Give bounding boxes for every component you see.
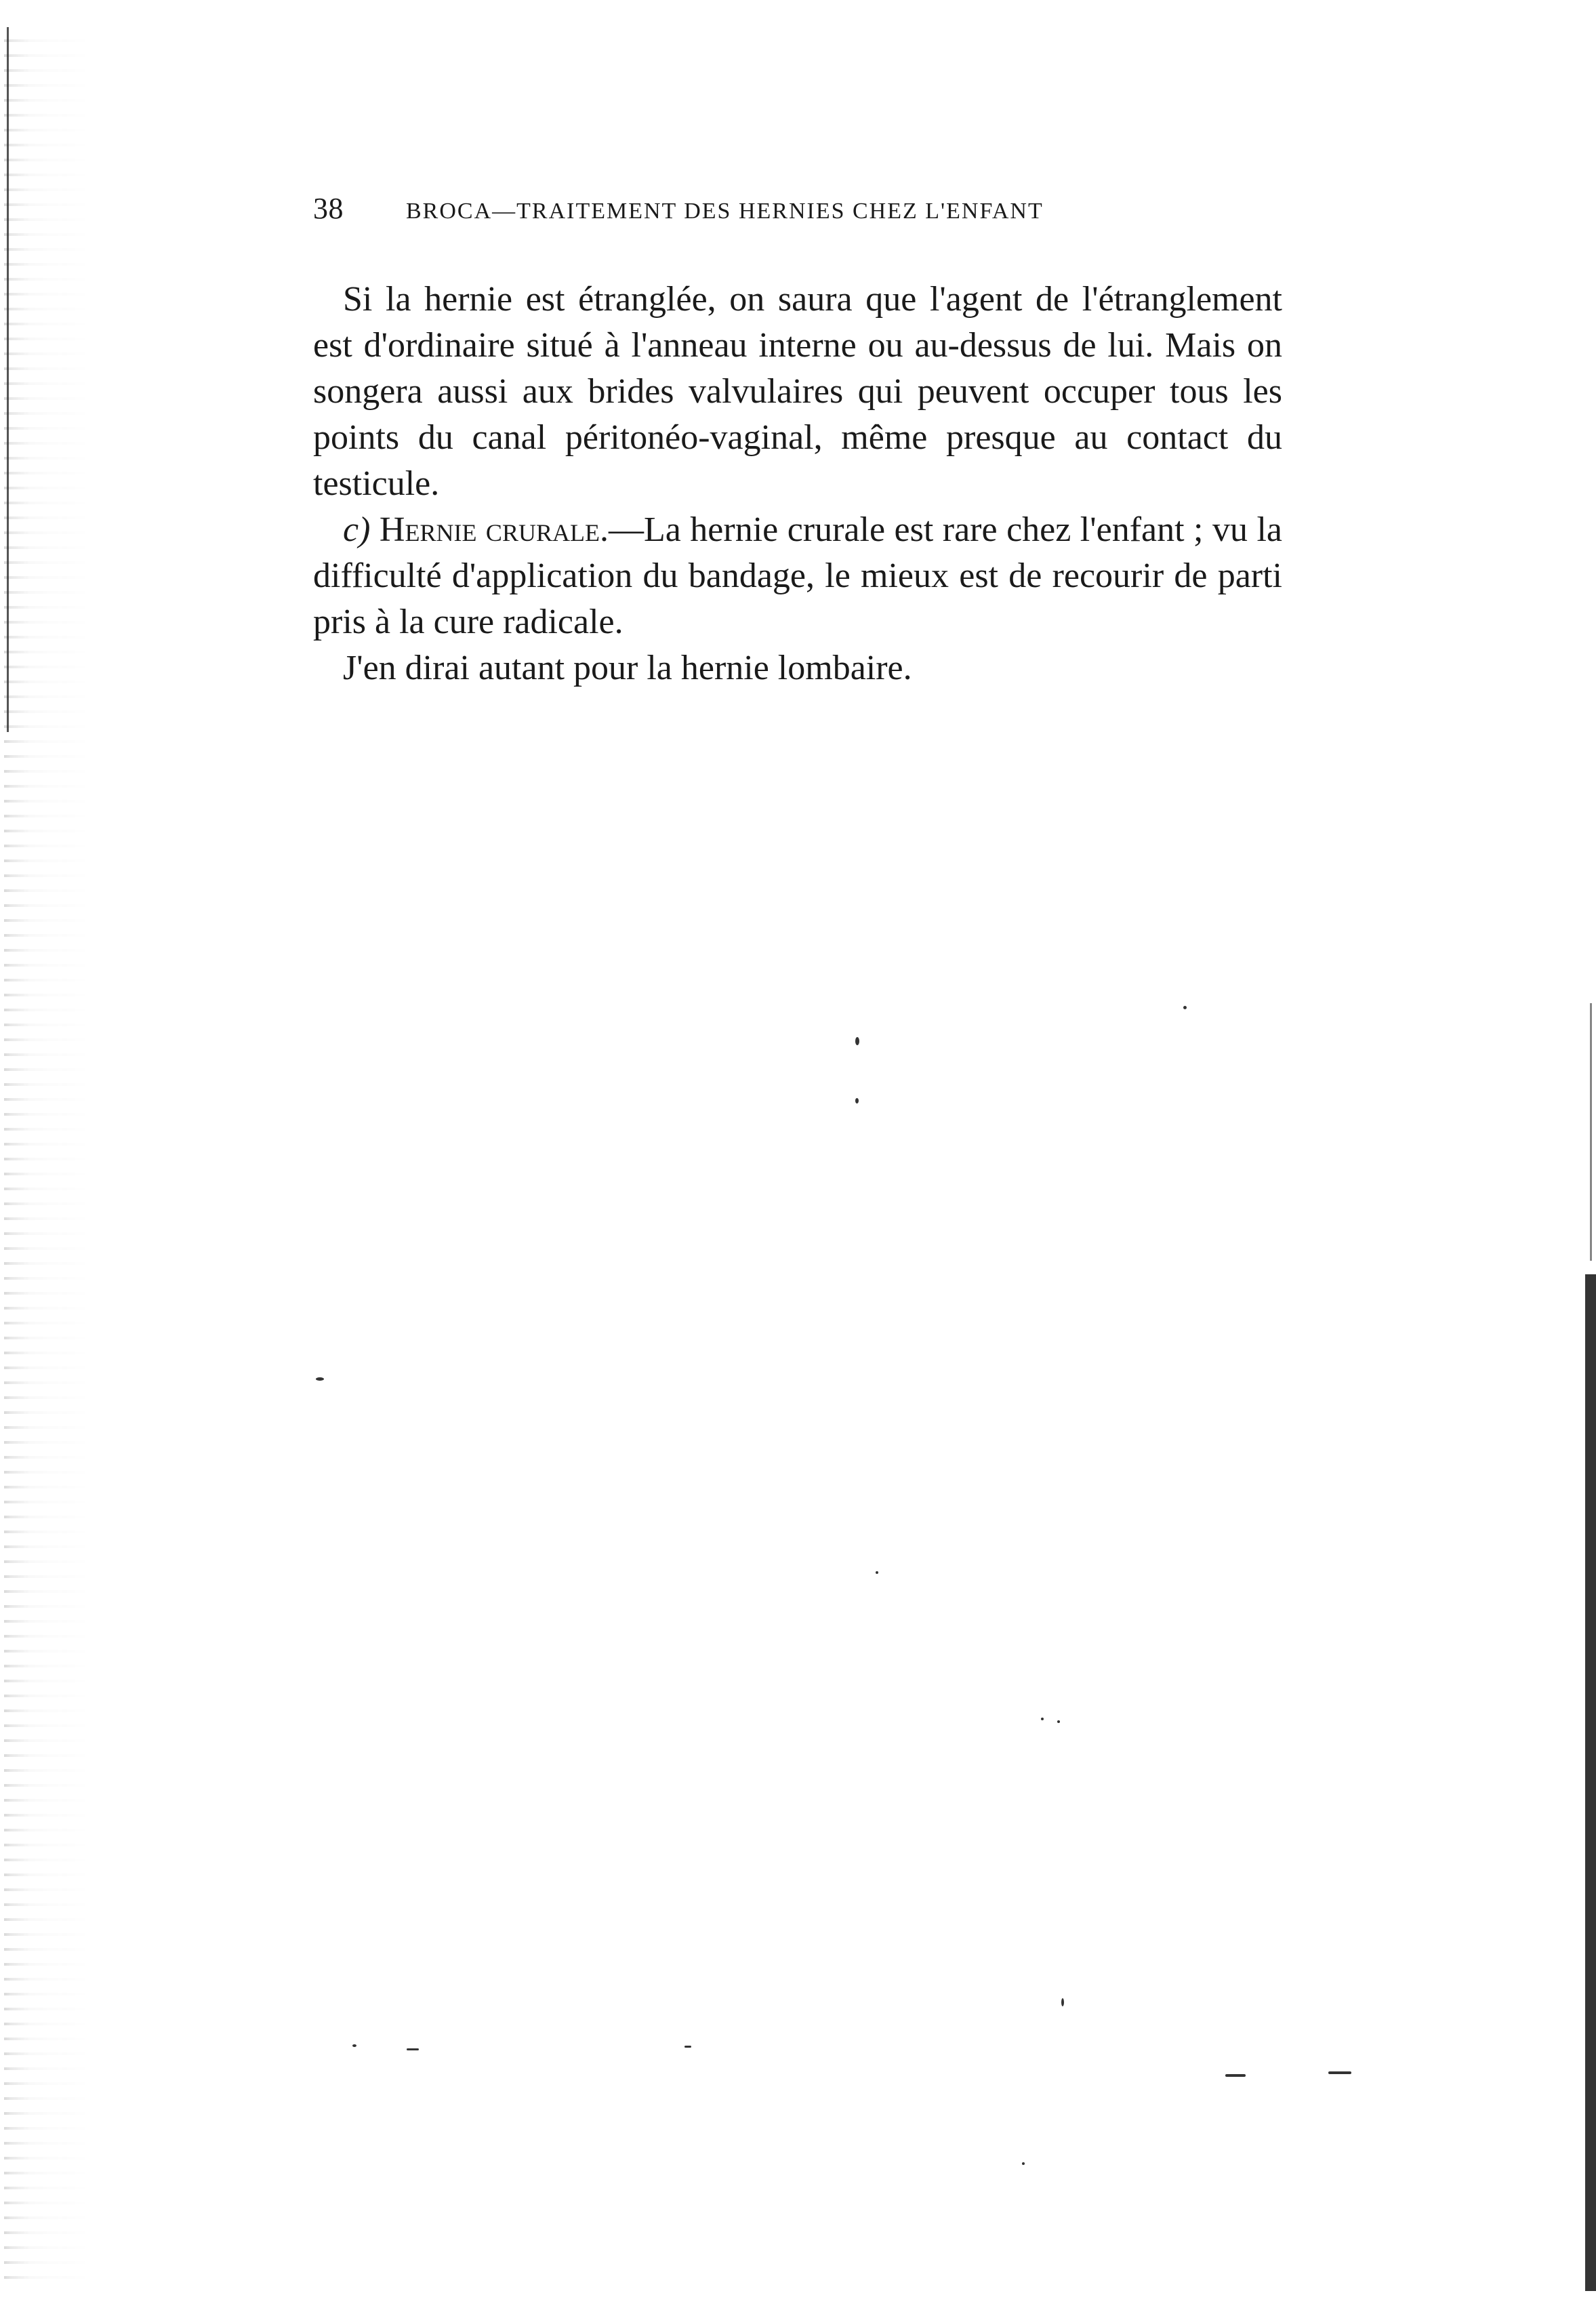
scan-speck [1061, 1998, 1064, 2006]
scan-edge-line-left [7, 27, 9, 732]
scan-speck [1041, 1718, 1044, 1720]
scan-speck [855, 1037, 859, 1045]
scan-speck [1183, 1006, 1187, 1009]
scan-edge-left [4, 27, 92, 2291]
section-text: —La hernie crurale est rare chez l'enfant ; vu la difficulté d'application du bandage, le mieux est de recourir de parti pris à la cure radicale. [313, 510, 1283, 641]
scan-speck [352, 2044, 356, 2047]
body-text [313, 277, 1282, 691]
running-head: BROCA—TRAITEMENT DES HERNIES CHEZ L'ENFANT [406, 199, 1044, 224]
paragraph-crural-hernia [313, 507, 1282, 645]
paragraph-lumbar-hernia: J'en dirai autant pour la hernie lombaire. [343, 649, 912, 687]
scan-speck [1328, 2071, 1351, 2074]
paragraph-strangulated: Si la hernie est étranglée, on saura que l'agent de l'étranglement est d'ordinaire situé à l'anneau interne ou au-dessus de lui. Mais on songera aussi aux brides valvulaires qui peuvent occuper tous les points du canal péritonéo-vaginal, même presque au contact du testicule. [313, 280, 1282, 503]
page-number: 38 [313, 192, 344, 225]
scan-edge-line-right [1590, 1003, 1592, 1261]
section-marker: c) [343, 510, 371, 549]
scan-edge-right [1585, 1274, 1596, 2291]
scan-speck [684, 2046, 691, 2048]
scan-speck [1057, 1720, 1060, 1723]
section-heading: Hernie crurale. [379, 510, 609, 549]
scan-speck [1225, 2074, 1246, 2077]
scan-speck [1022, 2162, 1025, 2165]
page-header [313, 191, 1282, 232]
scan-speck [316, 1377, 324, 1381]
scan-speck [855, 1098, 859, 1103]
scan-speck [407, 2048, 419, 2050]
scan-speck [876, 1571, 878, 1574]
